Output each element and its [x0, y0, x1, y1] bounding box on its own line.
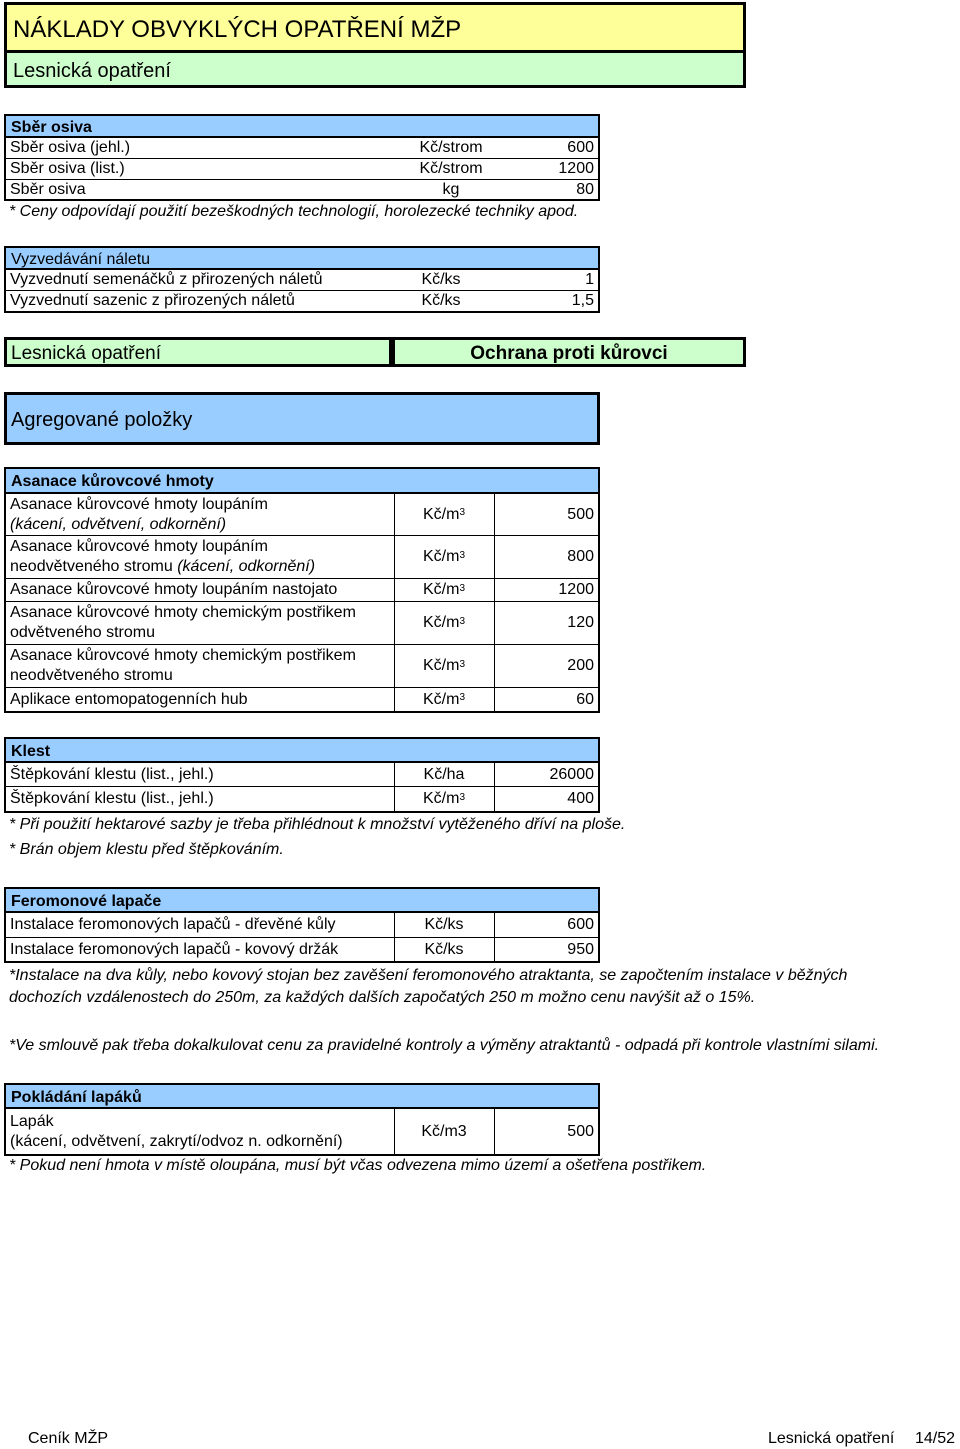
note-lapaky: * Pokud není hmota v místě oloupána, musí být včas odvezena mimo území a ošetřena postřikem.: [9, 1157, 707, 1174]
row-value: 950: [567, 940, 594, 958]
row-name-line1: Asanace kůrovcové hmoty chemickým postřikem: [10, 647, 356, 664]
section-heading-vyzvedavani: Vyzvedávání náletu: [4, 246, 600, 270]
row-name: [10, 602, 356, 644]
row-name: Asanace kůrovcové hmoty loupáním nastojato: [10, 581, 338, 598]
row-unit: Kč/m $^3$: [422, 581, 465, 598]
row-name: [10, 536, 315, 578]
table-row: [4, 787, 600, 813]
row-value: 1200: [558, 160, 594, 177]
row-value: 600: [567, 139, 594, 156]
row-name: Štěpkování klestu (list., jehl.): [10, 790, 214, 807]
row-value: 800: [567, 548, 594, 565]
row-name: Vyzvednutí sazenic z přirozených náletů: [10, 292, 295, 309]
row-name: Sběr osiva (jehl.): [10, 139, 131, 156]
row-name-line2: odvětveného stromu: [10, 624, 155, 641]
aggregated-label: Agregované položky: [11, 409, 193, 431]
row-unit: Kč/m $^3$: [422, 614, 465, 631]
note-sber: * Ceny odpovídají použití bezeškodných technologií, horolezecké techniky apod.: [9, 203, 579, 220]
row-unit: Kč/m $^3$: [422, 548, 465, 565]
row-value: 500: [567, 505, 594, 523]
row-unit: kg: [442, 180, 460, 198]
note-klest-2: * Brán objem klestu před štěpkováním.: [9, 841, 284, 858]
row-name: [10, 645, 356, 687]
row-value: 1,5: [571, 292, 594, 309]
row-name: Sběr osiva: [10, 180, 86, 198]
table-row: [4, 180, 600, 201]
row-value: 1: [585, 271, 594, 288]
row-unit: Kč/strom: [419, 139, 483, 156]
row-unit: Kč/m $^3$: [422, 790, 465, 807]
footer-page-number: 14/52: [915, 1430, 956, 1447]
row-name-line1: Asanace kůrovcové hmoty loupáním: [10, 495, 268, 513]
row-value: 200: [567, 657, 594, 674]
section-heading-sber: Sběr osiva: [4, 114, 600, 138]
table-row: [4, 159, 600, 180]
row-name: Štěpkování klestu (list., jehl.): [10, 765, 214, 783]
row-unit: Kč/strom: [419, 160, 483, 177]
section-banner-left-label: Lesnická opatření: [11, 343, 161, 364]
section-banner-right-label: Ochrana proti kůrovci: [470, 343, 668, 364]
table-row: [4, 270, 600, 291]
section-banner-right: [392, 337, 746, 367]
table-row: [4, 494, 600, 536]
note-feromon-2: *Ve smlouvě pak třeba dokalkulovat cenu za pravidelné kontroly a výměny atraktantů - odpadá při kontrole vlastními silami.: [9, 1037, 880, 1054]
row-name-line1: Asanace kůrovcové hmoty loupáním: [10, 538, 268, 555]
section-banner-left: [4, 337, 392, 367]
table-row: [4, 645, 600, 688]
table-row: [4, 938, 600, 963]
row-unit: Kč/m $^3$: [422, 690, 465, 708]
row-name-line1: Lapák: [10, 1112, 54, 1130]
table-row: [4, 579, 600, 602]
section-heading-feromon: Feromonové lapače: [4, 887, 600, 913]
footer-section: Lesnická opatření: [768, 1430, 895, 1447]
table-row: [4, 763, 600, 787]
row-unit: Kč/ks: [421, 271, 461, 288]
row-name: Vyzvednutí semenáčků z přirozených náletů: [10, 271, 323, 288]
section-heading-asanace: Asanace kůrovcové hmoty: [4, 467, 600, 494]
row-value: 400: [567, 790, 594, 807]
row-unit: Kč/ks: [424, 940, 464, 958]
section-heading-klest: Klest: [4, 737, 600, 763]
table-row: [4, 602, 600, 645]
row-unit: Kč/ha: [423, 765, 465, 783]
row-unit: Kč/ks: [421, 292, 461, 309]
row-name-line2: neodvětveného stromu: [10, 667, 173, 684]
page-subtitle: Lesnická opatření: [13, 60, 171, 82]
section-heading-lapaky: Pokládání lapáků: [4, 1083, 600, 1109]
subtitle-banner: [4, 50, 746, 88]
footer-left: Ceník MŽP: [28, 1430, 109, 1447]
row-value: 500: [567, 1122, 594, 1140]
table-row: [4, 291, 600, 313]
table-row: [4, 1109, 600, 1156]
row-name: [10, 1109, 343, 1154]
row-unit: Kč/m $^3$: [422, 505, 465, 523]
row-name: Aplikace entomopatogenních hub: [10, 690, 248, 708]
row-value: 1200: [558, 581, 594, 598]
row-name: [10, 494, 268, 535]
note-klest-1: * Při použití hektarové sazby je třeba přihlédnout k množství vytěženého dříví na ploše.: [9, 816, 626, 833]
row-name-line2: neodvětveného stromu (kácení, odkornění): [10, 558, 316, 575]
row-value: 120: [567, 614, 594, 631]
table-row: [4, 536, 600, 579]
table-row: [4, 913, 600, 938]
page-title: NÁKLADY OBVYKLÝCH OPATŘENÍ MŽP: [13, 16, 462, 43]
row-value: 26000: [549, 765, 594, 783]
note-feromon-1b: dochozích vzdálenostech do 250m, za každých dalších započatých 250 m možno cenu navýšit až o 15%.: [9, 989, 756, 1006]
note-feromon-1a: *Instalace na dva kůly, nebo kovový stojan bez zavěšení feromonového atraktanta, se započtením instalace v běžných: [9, 967, 848, 984]
row-value: 600: [567, 916, 594, 933]
row-unit: Kč/m3: [421, 1122, 467, 1140]
row-unit: Kč/m $^3$: [422, 657, 465, 674]
row-name-line2: (kácení, odvětvení, zakrytí/odvoz n. odkornění): [10, 1132, 343, 1150]
row-unit: Kč/ks: [424, 916, 464, 933]
title-banner: [4, 2, 746, 53]
row-name: Instalace feromonových lapačů - dřevěné kůly: [10, 916, 336, 933]
row-name-line2: (kácení, odvětvení, odkornění): [10, 515, 227, 533]
aggregated-banner: [4, 392, 600, 445]
row-name-line1: Asanace kůrovcové hmoty chemickým postřikem: [10, 604, 356, 621]
row-value: 80: [576, 180, 594, 198]
row-name: Instalace feromonových lapačů - kovový držák: [10, 940, 339, 958]
table-row: [4, 138, 600, 159]
table-row: [4, 688, 600, 713]
row-value: 60: [576, 690, 594, 708]
row-name: Sběr osiva (list.): [10, 160, 125, 177]
